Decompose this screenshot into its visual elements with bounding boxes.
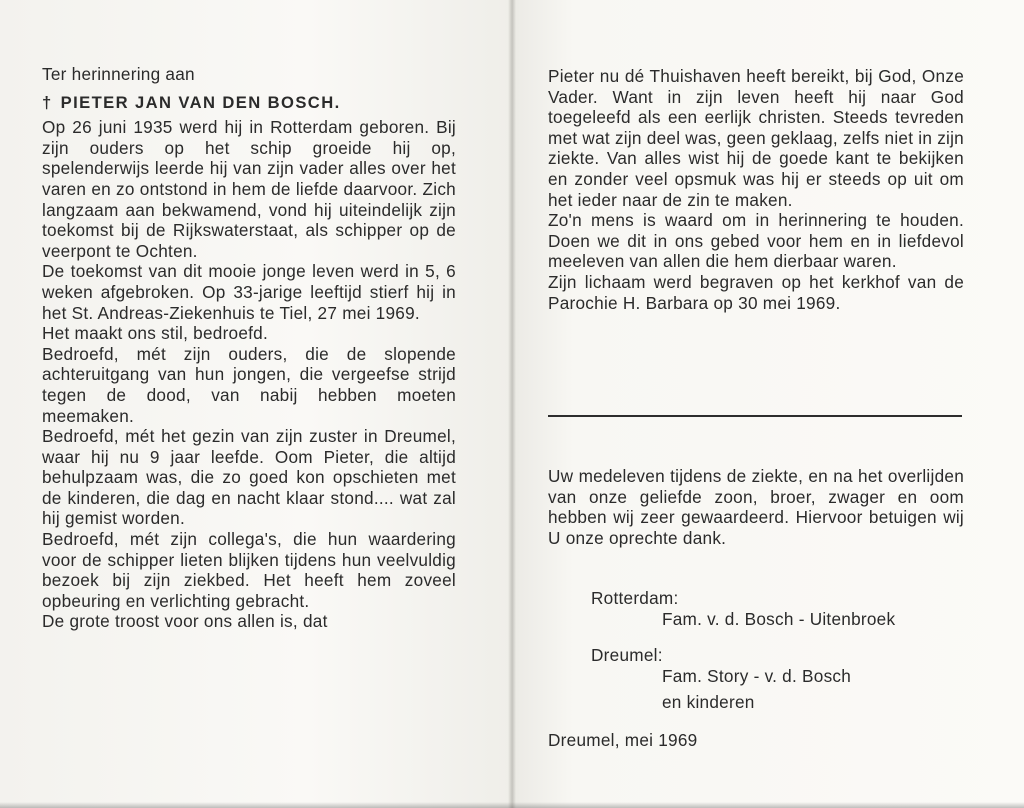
left-paragraph: Bedroefd, mét zijn collega's, die hun waardering voor de schipper lieten blijken tijdens hun veelvuldig bezoek bij zijn ziekbed. Het heeft hem zoveel opbeuring en verlichting gebracht. [42, 529, 456, 611]
left-paragraph: De toekomst van dit mooie jonge leven werd in 5, 6 weken afgebroken. Op 33-jarige leeftijd stierf hij in het St. Andreas-Ziekenhuis te Tiel, 27 mei 1969. [42, 261, 456, 323]
signature-family-rotterdam: Fam. v. d. Bosch - Uitenbroek [662, 609, 896, 629]
left-paragraph: Het maakt ons stil, bedroefd. [42, 323, 269, 344]
right-paragraph: Zo'n mens is waard om in herinnering te houden. Doen we dit in ons gebed voor hem en in liefdevol meeleven van allen die hem dierbaar waren. [548, 210, 964, 272]
card-fold [508, 0, 516, 808]
signature-family-dreumel-extra: en kinderen [662, 692, 755, 712]
right-paragraph: Zijn lichaam werd begraven op het kerkhof van de Parochie H. Barbara op 30 mei 1969. [548, 271, 964, 313]
left-paragraph: De grote troost voor ons allen is, dat [42, 611, 328, 632]
intro-line: Ter herinnering aan [42, 64, 195, 84]
thanks-text: Uw medeleven tijdens de ziekte, en na het overlijden van onze geliefde zoon, broer, zwager en oom hebben wij zeer gewaardeerd. Hiervoor betuigen wij U onze oprechte dank. [548, 466, 964, 548]
deceased-name: PIETER JAN VAN DEN BOSCH. [60, 92, 341, 112]
place-date: Dreumel, mei 1969 [548, 730, 698, 750]
signature-city-rotterdam: Rotterdam: [591, 588, 679, 608]
signature-city-dreumel: Dreumel: [591, 645, 663, 665]
left-paragraph: Bedroefd, mét het gezin van zijn zuster in Dreumel, waar hij nu 9 jaar leefde. Oom Pieter, die altijd behulpzaam was, die zo goed kon opschieten met de kinderen, die dag en nacht klaar stond.... wat zal hij gemist worden. [42, 426, 456, 529]
signature-family-dreumel: Fam. Story - v. d. Bosch [662, 666, 852, 686]
cross-icon: † [42, 92, 53, 112]
left-paragraph: Bedroefd, mét zijn ouders, die de slopende achteruitgang van hun jongen, die vergeefse strijd tegen de dood, van nabij hebben moeten meemaken. [42, 343, 456, 426]
thanks-block [548, 466, 964, 548]
right-column [548, 66, 964, 313]
divider-line [548, 415, 962, 417]
left-paragraph: Op 26 juni 1935 werd hij in Rotterdam geboren. Bij zijn ouders op het schip groeide hij op, spelenderwijs leerde hij van zijn vader alles over het varen en zo ontstond in hem de liefde daarvoor. Zich langzaam aan bekwamend, vond hij uiteindelijk zijn toekomst bij de Rijkswaterstaat, als schipper op de veerpont te Ochten. [42, 117, 456, 261]
right-paragraph: Pieter nu dé Thuishaven heeft bereikt, bij God, Onze Vader. Want in zijn leven heeft hij naar God toegeleefd als een eerlijk christen. Steeds tevreden met wat zijn deel was, geen geklaag, zelfs niet in zijn ziekte. Van alles wist hij de goede kant te bekijken en zonder veel opsmuk was hij er steeds op uit om het ieder naar de zin te maken. [548, 66, 964, 210]
deceased-name-row [42, 93, 456, 114]
left-column [42, 64, 456, 632]
card-bottom-edge [0, 802, 1024, 808]
